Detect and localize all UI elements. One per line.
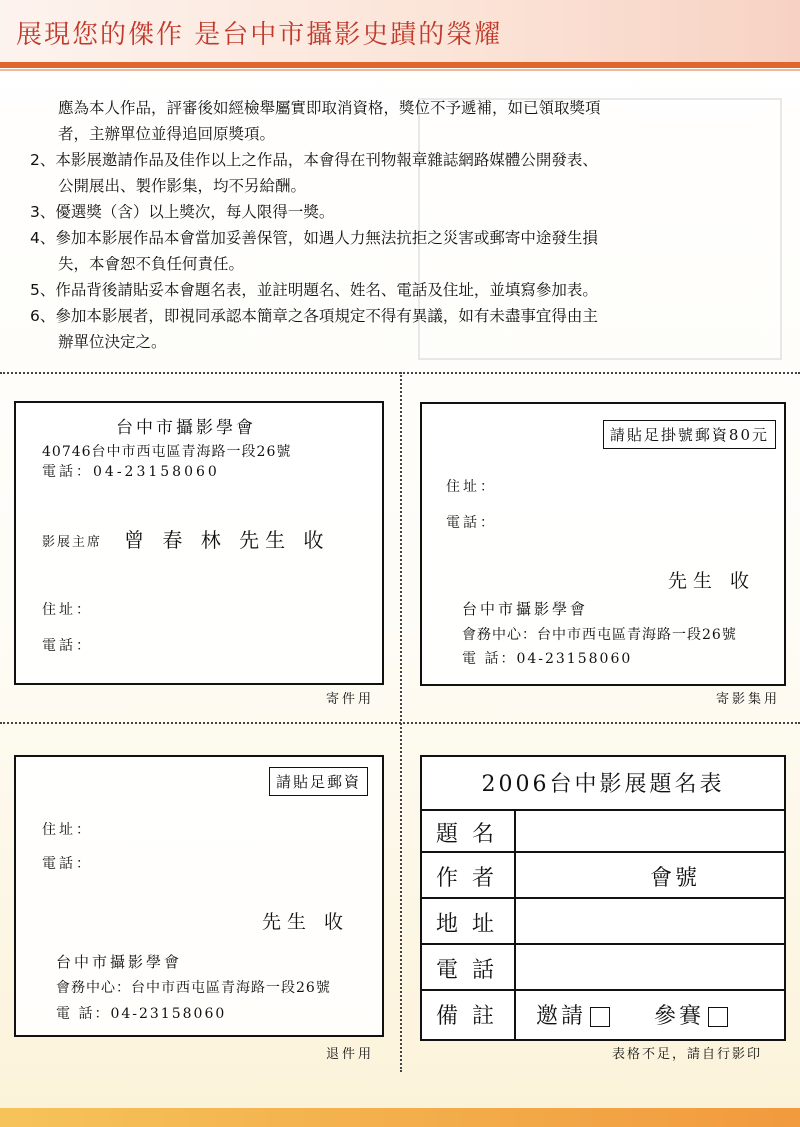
compete-checkbox[interactable]	[708, 1007, 728, 1027]
form-row-divider	[422, 943, 784, 945]
rule-line: 2、本影展邀請作品及佳作以上之作品，本會得在刊物報章雜誌網路媒體公開發表、	[30, 151, 598, 169]
option-compete-label: 參賽	[654, 1004, 705, 1029]
card-return-office: 會務中心：台中市西屯區青海路一段26號	[56, 980, 331, 996]
card-album-phone: 電 話：04-23158060	[462, 651, 633, 667]
card-album-address-label: 住址：	[446, 479, 497, 495]
registration-caption: 表格不足，請自行影印	[612, 1047, 763, 1062]
card-album-caption: 寄影集用	[716, 692, 781, 707]
rule-line: 5、作品背後請貼妥本會題名表，並註明題名、姓名、電話及住址，並填寫參加表。	[30, 281, 598, 299]
rule-line: 者，主辦單位並得追回原獎項。	[58, 125, 276, 143]
cut-line-vertical	[400, 372, 402, 1072]
card-send-caption: 寄件用	[326, 692, 375, 707]
page-title: 展現您的傑作 是台中市攝影史蹟的榮耀	[16, 20, 503, 50]
form-row-divider	[422, 809, 784, 811]
rule-line: 6、參加本影展者，即視同承認本簡章之各項規定不得有異議，如有未盡事宜得由主	[30, 307, 598, 325]
registration-form	[420, 755, 786, 1041]
card-send-org: 台中市攝影學會	[116, 418, 256, 438]
form-label-address: 地址	[436, 912, 509, 937]
card-album	[420, 402, 786, 686]
form-row-divider	[422, 989, 784, 991]
postage-stamp-box: 請貼足掛號郵資80元	[603, 420, 776, 449]
card-album-office: 會務中心：台中市西屯區青海路一段26號	[462, 627, 737, 643]
rule-line: 4、參加本影展作品本會當加妥善保管，如遇人力無法抗拒之災害或郵寄中途發生損	[30, 229, 598, 247]
card-return-address-label: 住址：	[42, 822, 93, 838]
form-row-divider	[422, 897, 784, 899]
rule-line: 應為本人作品，評審後如經檢舉屬實即取消資格，獎位不予遞補，如已領取獎項	[58, 99, 601, 117]
card-return-org: 台中市攝影學會	[56, 953, 183, 971]
card-album-recipient: 先生 收	[668, 570, 756, 592]
card-return-recipient: 先生 收	[262, 911, 350, 933]
card-send-phone: 電話：04-23158060	[42, 464, 220, 480]
card-send-phone-label: 電話：	[42, 638, 93, 654]
card-album-org: 台中市攝影學會	[462, 600, 589, 618]
card-send-recipient-name: 曾 春 林 先生 收	[124, 528, 330, 552]
header-divider	[0, 62, 800, 68]
card-send-address: 40746台中市西屯區青海路一段26號	[42, 444, 292, 460]
form-label-note: 備註	[436, 1004, 509, 1029]
form-label-title: 題名	[436, 822, 509, 847]
card-return-caption: 退件用	[326, 1047, 375, 1062]
option-invite-label: 邀請	[536, 1004, 587, 1029]
form-label-author: 作者	[436, 866, 509, 891]
rule-line: 3、優選獎（含）以上獎次，每人限得一獎。	[30, 203, 335, 221]
option-invite	[536, 999, 610, 1030]
option-compete	[654, 999, 728, 1030]
header-divider-thin	[0, 69, 800, 71]
card-album-phone-label: 電話：	[446, 515, 497, 531]
footer-band	[0, 1108, 800, 1127]
form-row-divider	[422, 851, 784, 853]
card-send	[14, 401, 384, 685]
rules-list	[30, 95, 680, 355]
card-return	[14, 755, 384, 1037]
card-return-phone-label: 電話：	[42, 856, 93, 872]
rule-line: 辦單位決定之。	[58, 333, 167, 351]
postage-stamp-box: 請貼足郵資	[269, 767, 368, 796]
form-column-divider	[514, 809, 516, 1039]
card-send-address-label: 住址：	[42, 602, 93, 618]
form-label-member-no: 會號	[650, 866, 701, 891]
card-return-phone: 電 話：04-23158060	[56, 1006, 227, 1022]
rule-line: 公開展出、製作影集，均不另給酬。	[58, 177, 307, 195]
registration-title: 2006台中影展題名表	[481, 772, 725, 797]
card-send-recipient-title: 影展主席	[42, 535, 103, 550]
form-label-phone: 電話	[436, 958, 509, 983]
invite-checkbox[interactable]	[590, 1007, 610, 1027]
rule-line: 失，本會恕不負任何責任。	[58, 255, 245, 273]
